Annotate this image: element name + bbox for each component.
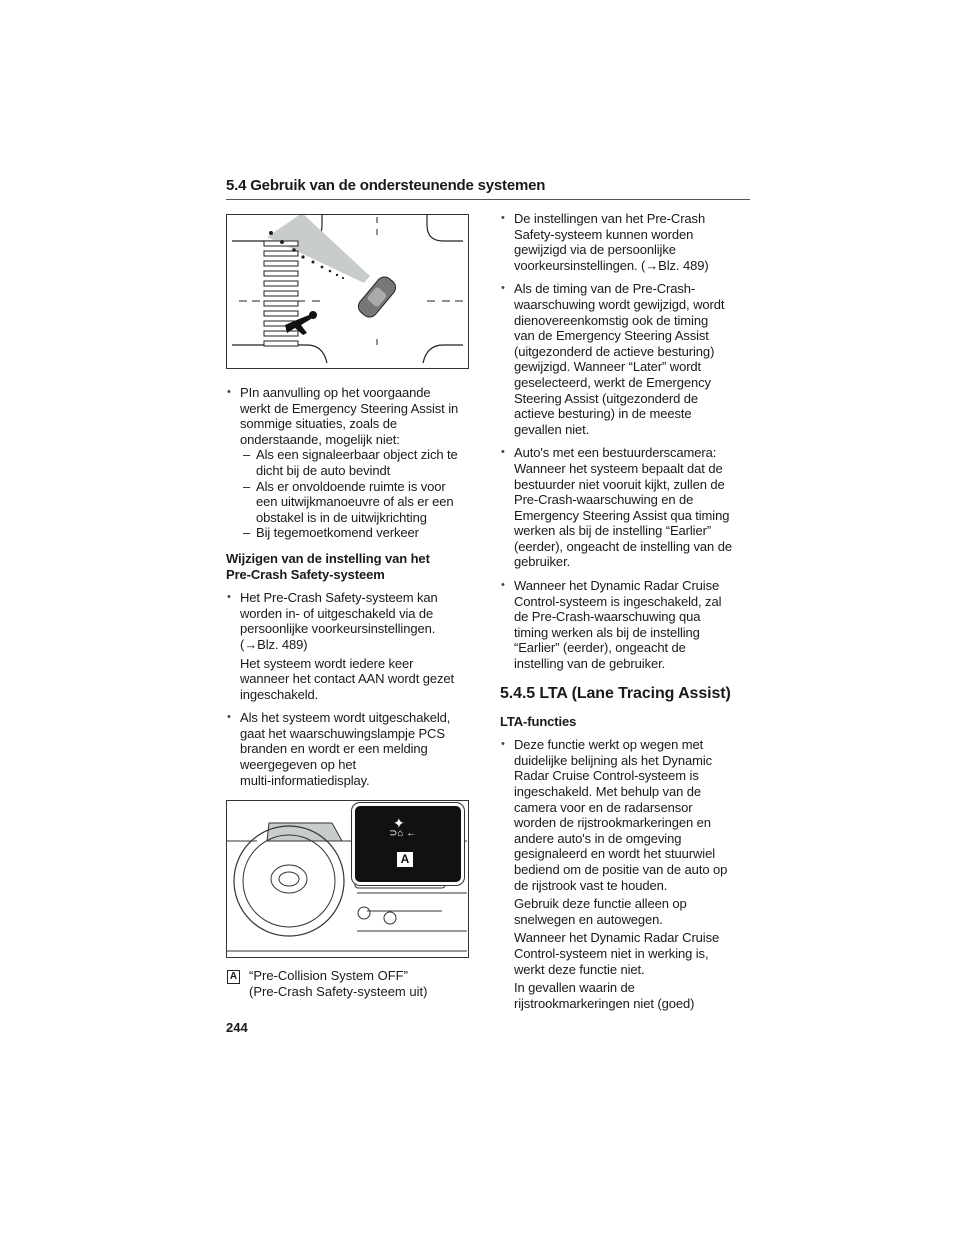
caption-line-2: (Pre-Crash Safety-systeem uit)	[249, 984, 428, 999]
text-line: obstakel is in de uitwijkrichting	[256, 509, 427, 525]
text-line: Wanneer het systeem bepaalt dat de	[514, 460, 723, 476]
display-label-badge: A	[397, 852, 413, 867]
left-column	[226, 385, 471, 788]
para-item	[226, 656, 471, 703]
text-line: persoonlijke voorkeursinstellingen.	[240, 621, 436, 637]
text-line: worden de rijstrookmarkeringen en	[514, 815, 711, 831]
text-line: bediend om de positie van de auto op	[514, 861, 728, 877]
text-line: camera voor en de radarsensor	[514, 799, 693, 815]
text-line: ingeschakeld.	[240, 686, 319, 702]
caption-line-1: “Pre-Collision System OFF”	[249, 968, 408, 983]
text-line: Emergency Steering Assist qua timing	[514, 507, 730, 523]
bullet-item	[500, 737, 752, 893]
text-line: Radar Cruise Control-systeem is	[514, 768, 699, 784]
text-line: Pre-Crash Safety-systeem	[226, 566, 385, 582]
crosswalk-illustration	[226, 214, 469, 369]
text-line: Als een signaleerbaar object zich te	[256, 447, 458, 463]
right-column	[500, 211, 752, 1011]
bullet-item	[226, 385, 471, 447]
text-line: dicht bij de auto bevindt	[256, 462, 391, 478]
text-line: • PIn aanvulling op het voorgaande	[240, 385, 431, 400]
text-line: LTA-functies	[500, 713, 577, 729]
text-line: de Pre-Crash-waarschuwing qua	[514, 609, 701, 625]
text-line: wanneer het contact AAN wordt gezet	[240, 671, 455, 687]
text-line: rijstrookmarkeringen niet (goed)	[514, 995, 695, 1011]
text-line: dienovereenkomstig ook de timing	[514, 312, 709, 328]
text-line: “Earlier” (eerder), ongeacht de	[514, 640, 686, 656]
text-line: • Het Pre-Crash Safety-systeem kan	[240, 590, 438, 606]
dashboard-illustration	[226, 800, 469, 958]
subheading	[500, 714, 752, 730]
text-line: worden in- of uitgeschakeld via de	[240, 605, 434, 621]
text-line: timing werken als bij de instelling	[514, 624, 700, 640]
text-line: geselecteerd, werkt de Emergency	[514, 374, 711, 390]
text-line: ingeschakeld. Met behulp van de	[514, 784, 701, 799]
dash-marker: –	[243, 447, 251, 463]
text-line: (eerder), ongeacht de instelling van de	[514, 538, 732, 554]
text-line: bestuurder niet vooruit kijkt, zullen de	[514, 476, 725, 492]
text-line: sommige situaties, zoals de	[240, 416, 397, 432]
text-line: (uitgezonderd de actieve besturing)	[514, 343, 715, 359]
para-item	[500, 930, 752, 977]
para-item	[500, 896, 752, 927]
text-line: 5.4.5 LTA (Lane Tracing Assist)	[500, 684, 731, 702]
text-line: Gebruik deze functie alleen op	[514, 896, 687, 912]
car-collision-icon: ⊃⌂ ←	[389, 828, 417, 839]
text-line: • Deze functie werkt op wegen met	[514, 737, 704, 753]
text-line: onderstaande, mogelijk niet:	[240, 431, 400, 447]
text-line: instelling van de gebruiker.	[514, 656, 666, 672]
text-line: werkt de Emergency Steering Assist in	[240, 400, 459, 416]
caption-badge: A	[227, 970, 240, 984]
bullet-item	[500, 211, 752, 273]
text-line: Control-systeem is ingeschakeld, zal	[514, 593, 722, 609]
text-line: andere auto's in de omgeving	[514, 830, 682, 846]
text-line: In gevallen waarin de	[514, 980, 635, 996]
text-line: weergegeven op het	[240, 757, 357, 773]
text-line: werken als bij de instelling “Earlier”	[514, 523, 712, 539]
text-line: branden en wordt er een melding	[240, 741, 428, 757]
text-line: gebruiker.	[514, 554, 571, 570]
text-line: actieve besturing) in de meeste	[514, 406, 692, 422]
text-line: Als er onvoldoende ruimte is voor	[256, 478, 446, 494]
header-rule	[226, 199, 750, 200]
text-line: • Als het systeem wordt uitgeschakeld,	[240, 710, 451, 726]
bullet-item	[500, 445, 752, 570]
text-line: gevallen niet.	[514, 421, 590, 437]
para-item	[500, 980, 752, 1011]
text-line: werkt deze functie niet.	[514, 961, 645, 977]
text-line: Wijzigen van de instelling van het	[226, 550, 430, 566]
text-line: Control-systeem niet in werking is,	[514, 945, 709, 961]
dash-item	[226, 447, 471, 478]
dash-marker: –	[243, 478, 251, 494]
text-line: • Wanneer het Dynamic Radar Cruise	[514, 578, 720, 594]
text-line: Bij tegemoetkomend verkeer	[256, 525, 419, 541]
text-line: Pre-Crash-waarschuwing en de	[514, 492, 694, 508]
multi-information-display	[352, 803, 464, 885]
text-line: Wanneer het Dynamic Radar Cruise	[514, 930, 720, 946]
bullet-item	[500, 281, 752, 437]
text-line: (→Blz. 489)	[240, 636, 308, 652]
text-line: waarschuwing wordt gewijzigd, wordt	[514, 296, 725, 312]
text-line: van de Emergency Steering Assist	[514, 328, 709, 344]
text-line: • Auto's met een bestuurderscamera:	[514, 445, 717, 461]
pcs-warning-icon: ✦	[393, 815, 405, 831]
text-line: • De instellingen van het Pre-Crash	[514, 211, 706, 226]
text-line: voorkeursinstellingen. (→Blz. 489)	[514, 257, 709, 273]
page-number: 244	[226, 1020, 248, 1035]
text-line: de rijstrook vast te houden.	[514, 877, 668, 893]
text-line: Het systeem wordt iedere keer	[240, 655, 414, 671]
dash-item	[226, 479, 471, 526]
text-line: gewijzigd via de persoonlijke	[514, 242, 676, 258]
bullet-item	[500, 578, 752, 672]
text-line: duidelijke belijning als het Dynamic	[514, 752, 713, 768]
text-line: gaat het waarschuwingslampje PCS	[240, 725, 445, 741]
text-line: gewijzigd. Wanneer “Later” wordt	[514, 359, 702, 375]
text-line: gesignaleerd en wordt het stuurwiel	[514, 846, 716, 862]
text-line: snelwegen en autowegen.	[514, 911, 663, 927]
dash-item	[226, 525, 471, 541]
text-line: multi-informatiedisplay.	[240, 772, 370, 788]
bullet-item	[226, 710, 471, 788]
text-line: een uitwijkmanoeuvre of als er een	[256, 494, 454, 510]
text-line: Steering Assist (uitgezonderd de	[514, 390, 698, 406]
section-header: 5.4 Gebruik van de ondersteunende systemen	[226, 177, 546, 194]
dash-marker: –	[243, 525, 251, 541]
bullet-item	[226, 590, 471, 652]
subheading	[226, 551, 471, 582]
figure-caption	[227, 968, 427, 1000]
section-title	[500, 684, 752, 704]
text-line: • Als de timing van de Pre-Crash-	[514, 281, 696, 297]
text-line: Safety-systeem kunnen worden	[514, 226, 694, 242]
